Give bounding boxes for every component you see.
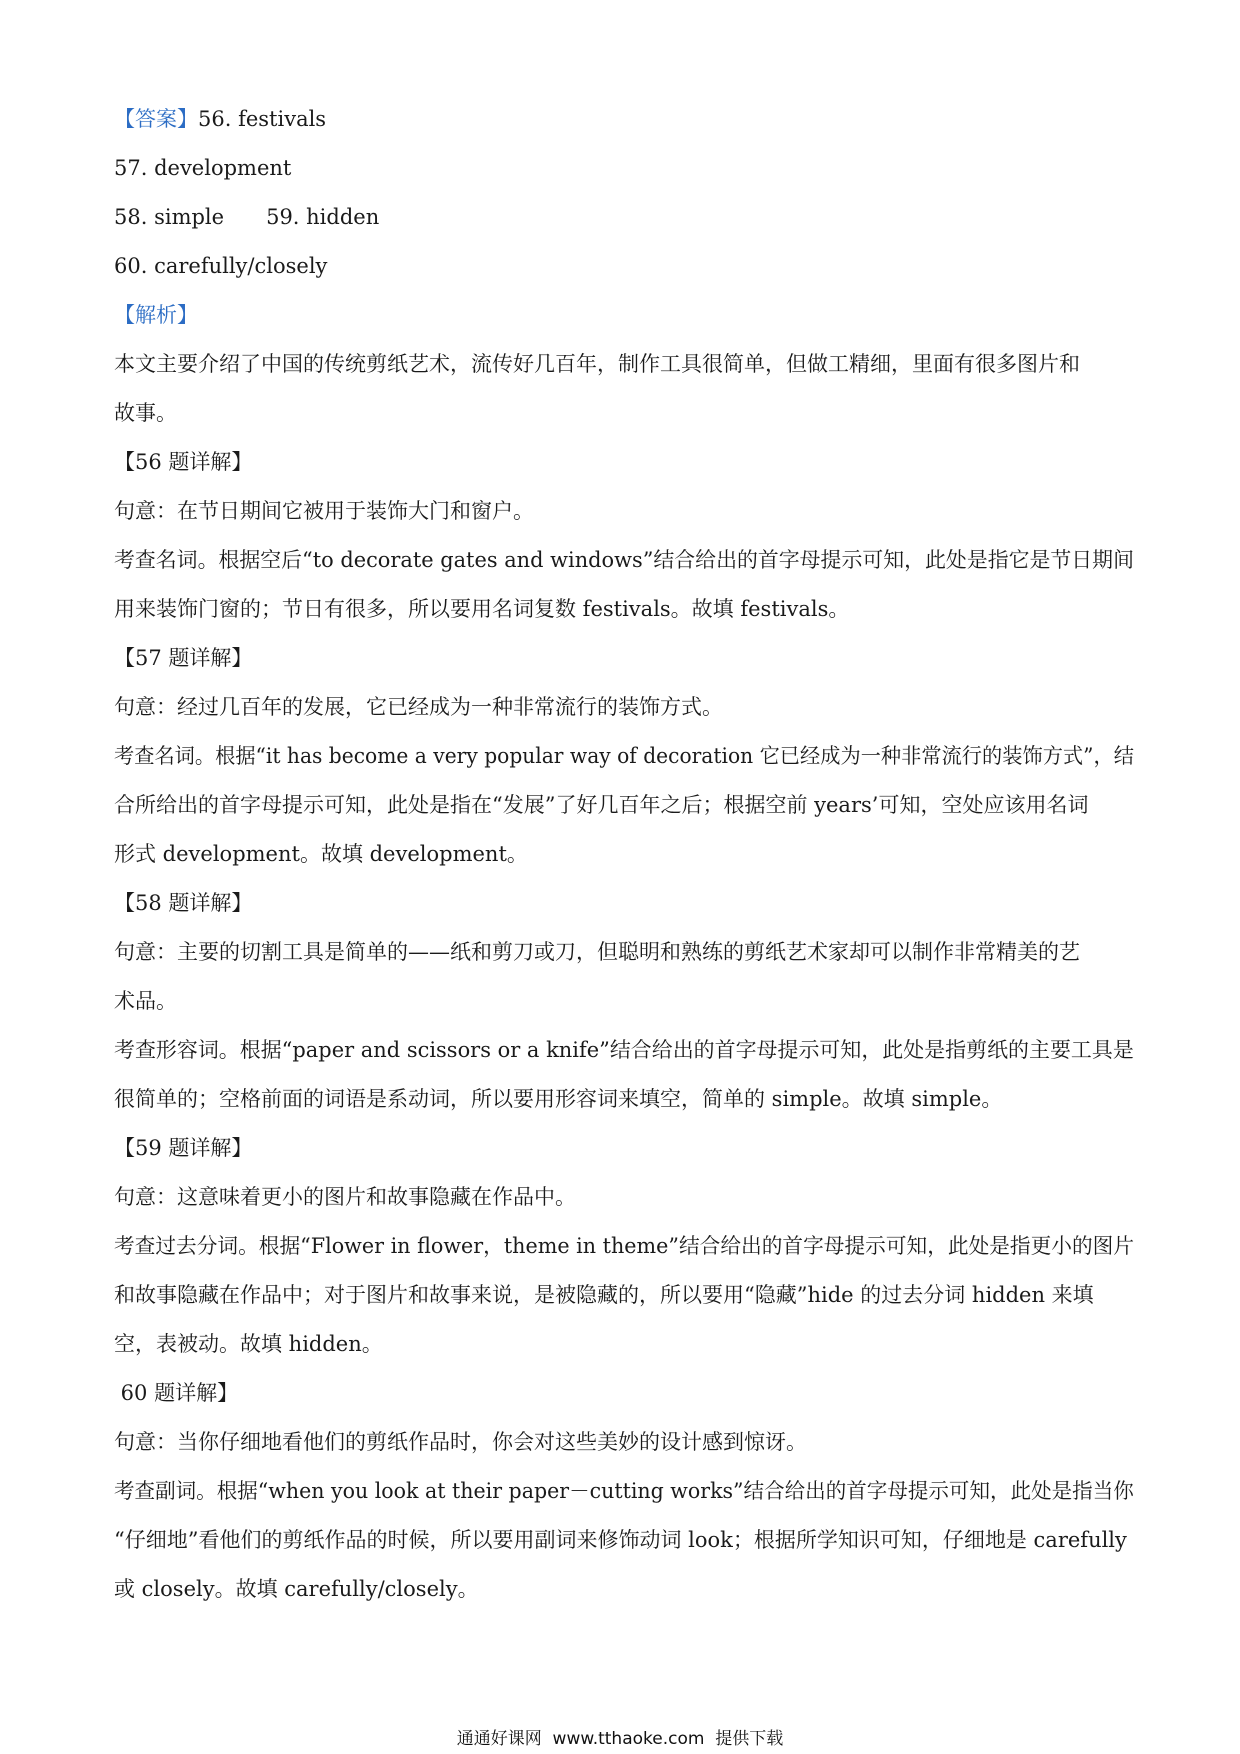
q57-heading: 【57 题详解】 [114,646,253,670]
q60-meaning: 句意：当你仔细地看他们的剪纸作品时，你会对这些美妙的设计感到惊讶。 [114,1430,807,1454]
answer-line-58-59 [114,203,1134,231]
analysis-label: 【解析】 [114,303,198,327]
q56-meaning: 句意：在节日期间它被用于装饰大门和窗户。 [114,499,534,523]
q60-explanation-line-2: “仔细地”看他们的剪纸作品的时候，所以要用副词来修饰动词 look；根据所学知识可知，仔细地是 carefully [114,1528,1127,1552]
answer-line-56 [114,105,1134,133]
q59-meaning: 句意：这意味着更小的图片和故事隐藏在作品中。 [114,1185,576,1209]
answer-57: 57. development [114,156,292,180]
q58-meaning-line-2: 术品。 [114,989,177,1013]
q60-heading: 60 题详解】 [114,1381,239,1405]
answer-58: 58. simple [114,205,225,229]
q59-explanation-line-3: 空，表被动。故填 hidden。 [114,1332,383,1356]
q58-explanation-line-1: 考查形容词。根据“paper and scissors or a knife”结合给出的首字母提示可知，此处是指剪纸的主要工具是 [114,1038,1134,1062]
answer-59: 59. hidden [266,205,380,229]
q58-heading: 【58 题详解】 [114,891,253,915]
q58-explanation-line-2: 很简单的；空格前面的词语是系动词，所以要用形容词来填空，简单的 simple。故填 simple。 [114,1087,1003,1111]
q57-explanation-line-1: 考查名词。根据“it has become a very popular way of decoration 它已经成为一种非常流行的装饰方式”，结 [114,744,1134,768]
q57-explanation-line-3: 形式 development。故填 development。 [114,842,528,866]
page-footer: 通通好课网 www.tthaoke.com 提供下载 [456,1729,784,1749]
analysis-summary-line-2: 故事。 [114,401,177,425]
q57-explanation-line-2: 合所给出的首字母提示可知，此处是指在“发展”了好几百年之后；根据空前 years’可知，空处应该用名词 [114,793,1089,817]
q56-explanation-line-1: 考查名词。根据空后“to decorate gates and windows”结合给出的首字母提示可知，此处是指它是节日期间 [114,548,1134,572]
q56-heading: 【56 题详解】 [114,450,253,474]
answer-label: 【答案】 [114,107,198,131]
answer-56: 56. festivals [198,107,327,131]
q57-meaning: 句意：经过几百年的发展，它已经成为一种非常流行的装饰方式。 [114,695,723,719]
q60-explanation-line-3: 或 closely。故填 carefully/closely。 [114,1577,479,1601]
q59-explanation-line-1: 考查过去分词。根据“Flower in flower，theme in theme”结合给出的首字母提示可知，此处是指更小的图片 [114,1234,1135,1258]
q60-explanation-line-1: 考查副词。根据“when you look at their paper－cutting works”结合给出的首字母提示可知，此处是指当你 [114,1479,1134,1503]
q59-heading: 【59 题详解】 [114,1136,253,1160]
analysis-summary-line-1: 本文主要介绍了中国的传统剪纸艺术，流传好几百年，制作工具很简单，但做工精细，里面有很多图片和 [114,352,1080,376]
answer-60: 60. carefully/closely [114,254,328,278]
q58-meaning-line-1: 句意：主要的切割工具是简单的——纸和剪刀或刀，但聪明和熟练的剪纸艺术家却可以制作非常精美的艺 [114,940,1080,964]
q59-explanation-line-2: 和故事隐藏在作品中；对于图片和故事来说，是被隐藏的，所以要用“隐藏”hide 的过去分词 hidden 来填 [114,1283,1094,1307]
q56-explanation-line-2: 用来装饰门窗的；节日有很多，所以要用名词复数 festivals。故填 festivals。 [114,597,850,621]
